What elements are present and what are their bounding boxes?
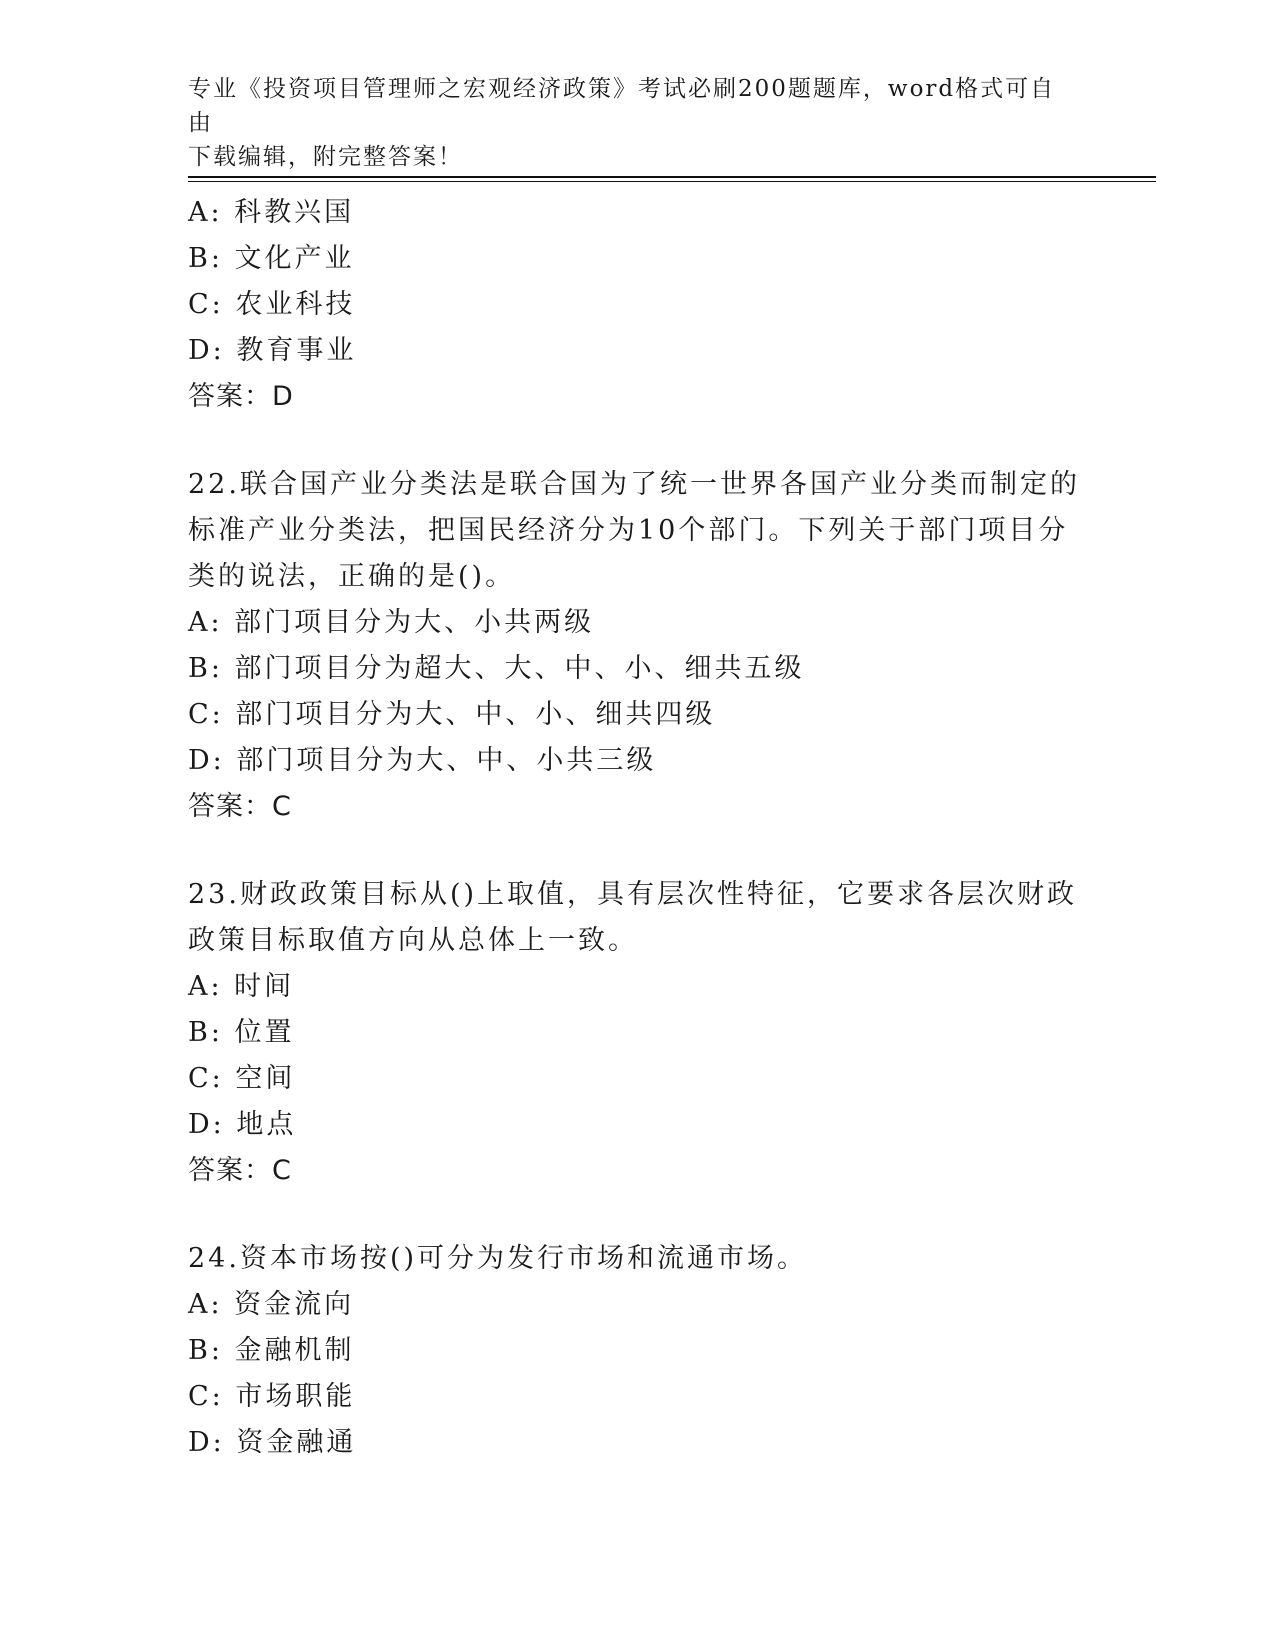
option-a: A: 科教兴国 <box>188 197 355 228</box>
question-21-block <box>188 190 1088 420</box>
header-line-1: 专业《投资项目管理师之宏观经济政策》考试必刷200题题库，word格式可自由 <box>188 76 1056 136</box>
answer-line: 答案：C <box>188 1155 292 1186</box>
header-rule-thick <box>188 176 1156 178</box>
option-d: D: 地点 <box>188 1109 297 1140</box>
question-list <box>188 190 1088 1466</box>
option-d: D: 教育事业 <box>188 335 357 366</box>
option-c: C: 空间 <box>188 1063 296 1094</box>
question-stem: 24.资本市场按()可分为发行市场和流通市场。 <box>188 1243 808 1274</box>
option-a: A: 资金流向 <box>188 1289 355 1320</box>
option-c: C: 部门项目分为大、中、小、细共四级 <box>188 699 716 730</box>
header-rule-thin <box>188 181 1156 182</box>
option-a: A: 时间 <box>188 971 295 1002</box>
question-stem: 22.联合国产业分类法是联合国为了统一世界各国产业分类而制定的标准产业分类法，把国民经济分为10个部门。下列关于部门项目分类的说法，正确的是()。 <box>188 469 1080 592</box>
question-22-block <box>188 462 1088 830</box>
question-24-block <box>188 1236 1088 1466</box>
option-b: B: 位置 <box>188 1017 295 1048</box>
option-c: C: 农业科技 <box>188 289 356 320</box>
question-stem: 23.财政政策目标从()上取值，具有层次性特征，它要求各层次财政政策目标取值方向从总体上一致。 <box>188 879 1078 956</box>
option-a: A: 部门项目分为大、小共两级 <box>188 607 595 638</box>
option-b: B: 金融机制 <box>188 1335 355 1366</box>
answer-line: 答案：C <box>188 791 292 822</box>
answer-line: 答案：D <box>188 381 294 412</box>
header-line-2: 下载编辑，附完整答案！ <box>188 144 463 170</box>
question-23-block <box>188 872 1088 1194</box>
option-b: B: 部门项目分为超大、大、中、小、细共五级 <box>188 653 805 684</box>
option-d: D: 资金融通 <box>188 1427 357 1458</box>
option-c: C: 市场职能 <box>188 1381 356 1412</box>
document-header <box>188 72 1068 174</box>
option-b: B: 文化产业 <box>188 243 355 274</box>
option-d: D: 部门项目分为大、中、小共三级 <box>188 745 657 776</box>
